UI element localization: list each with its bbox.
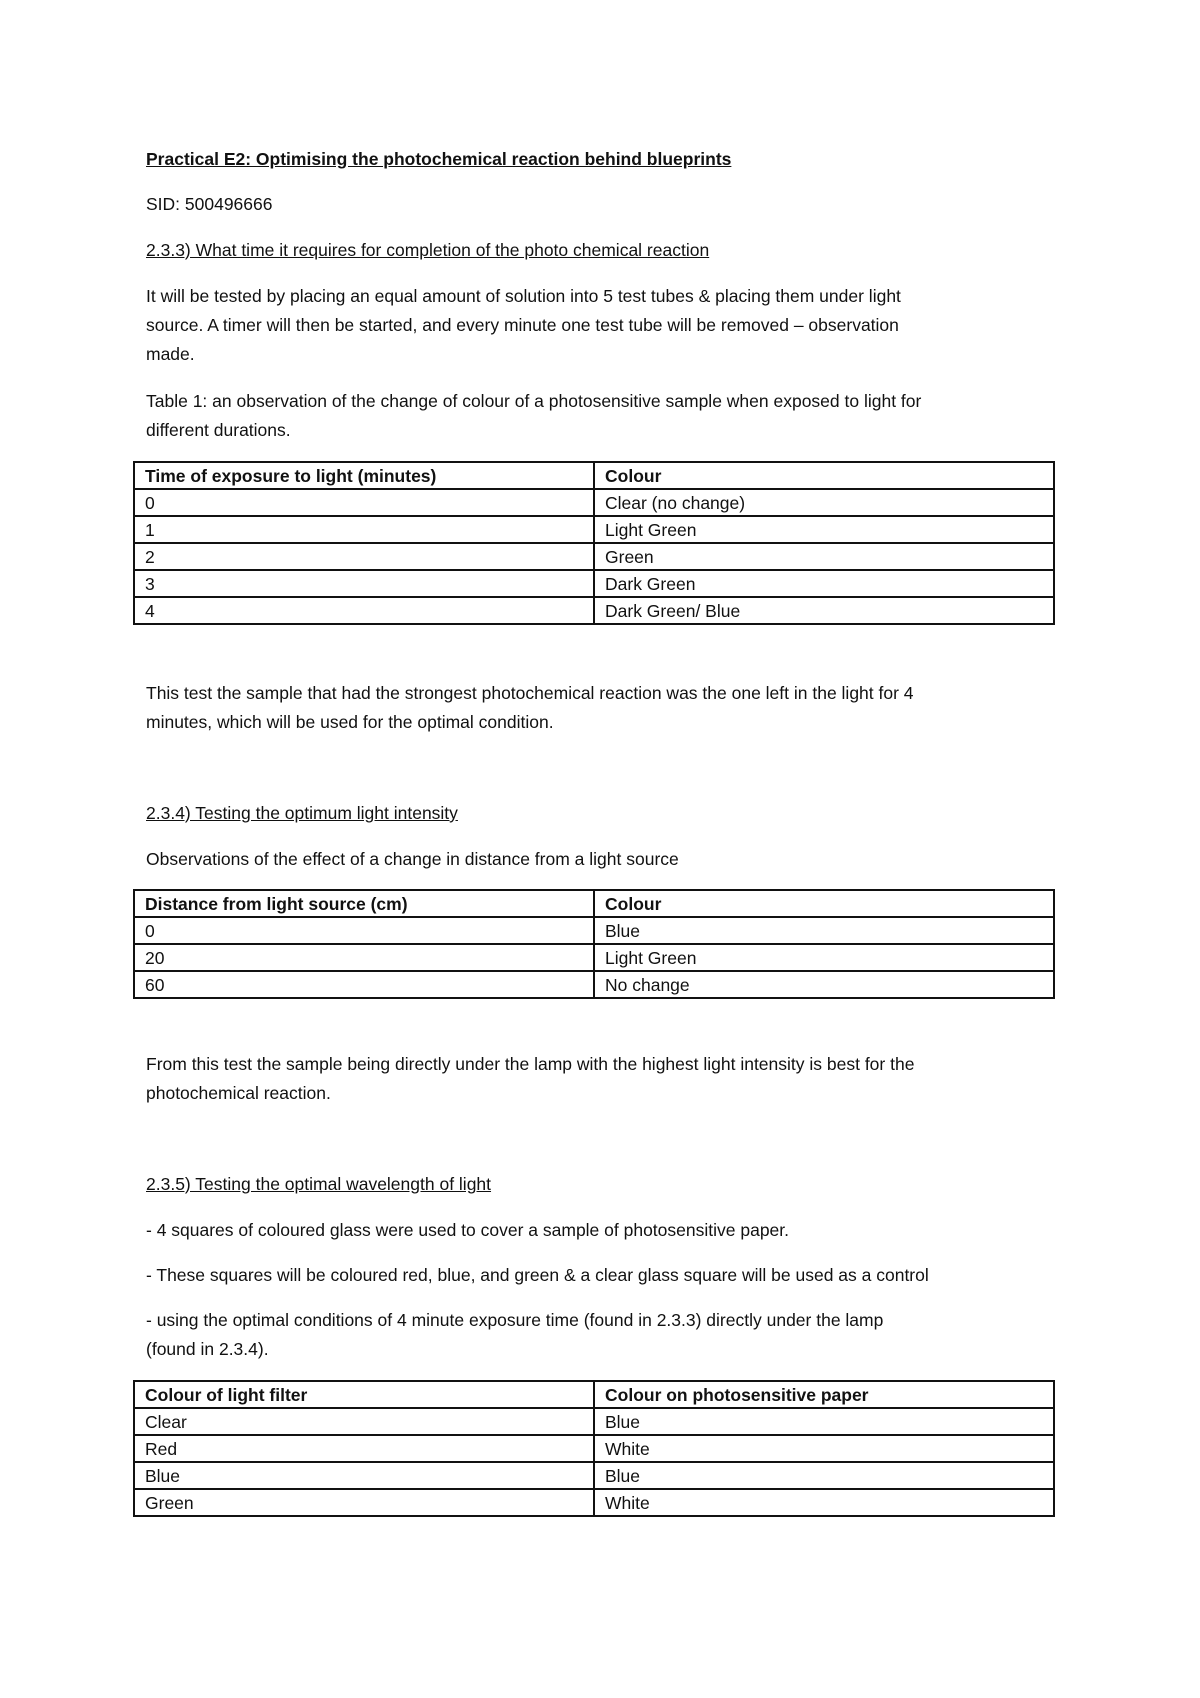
table-header-cell: Colour on photosensitive paper bbox=[594, 1381, 1054, 1408]
caption-line: Table 1: an observation of the change of colour of a photosensitive sample when exposed to light for bbox=[146, 391, 922, 411]
section-234-heading: 2.3.4) Testing the optimum light intensity bbox=[146, 803, 458, 823]
section-233-conclusion bbox=[146, 679, 1066, 737]
table-row bbox=[134, 516, 1054, 543]
table-light-filter bbox=[133, 1380, 1055, 1517]
bullet-1: - 4 squares of coloured glass were used to cover a sample of photosensitive paper. bbox=[146, 1220, 790, 1240]
bullet-2: - These squares will be coloured red, blue, and green & a clear glass square will be used as a control bbox=[146, 1265, 929, 1285]
conclusion-line: minutes, which will be used for the optimal condition. bbox=[146, 712, 554, 732]
table-cell: Red bbox=[134, 1435, 594, 1462]
table-row bbox=[134, 917, 1054, 944]
table-row bbox=[134, 543, 1054, 570]
section-235-heading: 2.3.5) Testing the optimal wavelength of light bbox=[146, 1174, 492, 1194]
table-cell: 0 bbox=[134, 489, 594, 516]
section-233-heading: 2.3.3) What time it requires for completion of the photo chemical reaction bbox=[146, 240, 710, 260]
student-id: SID: 500496666 bbox=[146, 194, 273, 214]
table-1-caption bbox=[146, 387, 1066, 445]
bullet-line: - using the optimal conditions of 4 minute exposure time (found in 2.3.3) directly under the lamp bbox=[146, 1310, 884, 1330]
table-cell: Dark Green bbox=[594, 570, 1054, 597]
table-header-row bbox=[134, 890, 1054, 917]
table-cell: 60 bbox=[134, 971, 594, 998]
table-row bbox=[134, 1462, 1054, 1489]
table-light-distance bbox=[133, 889, 1055, 999]
table-row bbox=[134, 971, 1054, 998]
table-cell: Blue bbox=[594, 1408, 1054, 1435]
document-title: Practical E2: Optimising the photochemical reaction behind blueprints bbox=[146, 149, 732, 169]
table-cell: 4 bbox=[134, 597, 594, 624]
table-cell: 3 bbox=[134, 570, 594, 597]
table-cell: 1 bbox=[134, 516, 594, 543]
caption-line: different durations. bbox=[146, 420, 291, 440]
intro-line: It will be tested by placing an equal amount of solution into 5 test tubes & placing them under light bbox=[146, 286, 901, 306]
table-row bbox=[134, 1489, 1054, 1516]
table-cell: Blue bbox=[594, 1462, 1054, 1489]
table-header-row bbox=[134, 462, 1054, 489]
table-cell: Green bbox=[594, 543, 1054, 570]
table-row bbox=[134, 1435, 1054, 1462]
table-cell: Blue bbox=[134, 1462, 594, 1489]
table-cell: Clear bbox=[134, 1408, 594, 1435]
table-cell: Dark Green/ Blue bbox=[594, 597, 1054, 624]
section-233-intro bbox=[146, 282, 1066, 369]
intro-line: made. bbox=[146, 344, 195, 364]
table-row bbox=[134, 570, 1054, 597]
table-cell: 20 bbox=[134, 944, 594, 971]
table-cell: Light Green bbox=[594, 516, 1054, 543]
conclusion-line: photochemical reaction. bbox=[146, 1083, 331, 1103]
table-2-caption: Observations of the effect of a change in distance from a light source bbox=[146, 849, 679, 869]
table-header-cell: Colour of light filter bbox=[134, 1381, 594, 1408]
table-cell: Light Green bbox=[594, 944, 1054, 971]
table-cell: 0 bbox=[134, 917, 594, 944]
section-234-conclusion bbox=[146, 1050, 1066, 1108]
table-header-cell: Time of exposure to light (minutes) bbox=[134, 462, 594, 489]
bullet-line: (found in 2.3.4). bbox=[146, 1339, 269, 1359]
table-header-cell: Distance from light source (cm) bbox=[134, 890, 594, 917]
table-cell: No change bbox=[594, 971, 1054, 998]
table-header-cell: Colour bbox=[594, 890, 1054, 917]
table-header-cell: Colour bbox=[594, 462, 1054, 489]
conclusion-line: From this test the sample being directly under the lamp with the highest light intensity is best for the bbox=[146, 1054, 915, 1074]
table-cell: Blue bbox=[594, 917, 1054, 944]
table-cell: Green bbox=[134, 1489, 594, 1516]
table-cell: Clear (no change) bbox=[594, 489, 1054, 516]
table-row bbox=[134, 489, 1054, 516]
table-header-row bbox=[134, 1381, 1054, 1408]
table-exposure-time bbox=[133, 461, 1055, 625]
table-cell: White bbox=[594, 1489, 1054, 1516]
intro-line: source. A timer will then be started, and every minute one test tube will be removed – observation bbox=[146, 315, 899, 335]
conclusion-line: This test the sample that had the strongest photochemical reaction was the one left in the light for 4 bbox=[146, 683, 914, 703]
table-row bbox=[134, 597, 1054, 624]
table-cell: White bbox=[594, 1435, 1054, 1462]
table-cell: 2 bbox=[134, 543, 594, 570]
bullet-3 bbox=[146, 1306, 1066, 1364]
table-row bbox=[134, 944, 1054, 971]
table-row bbox=[134, 1408, 1054, 1435]
